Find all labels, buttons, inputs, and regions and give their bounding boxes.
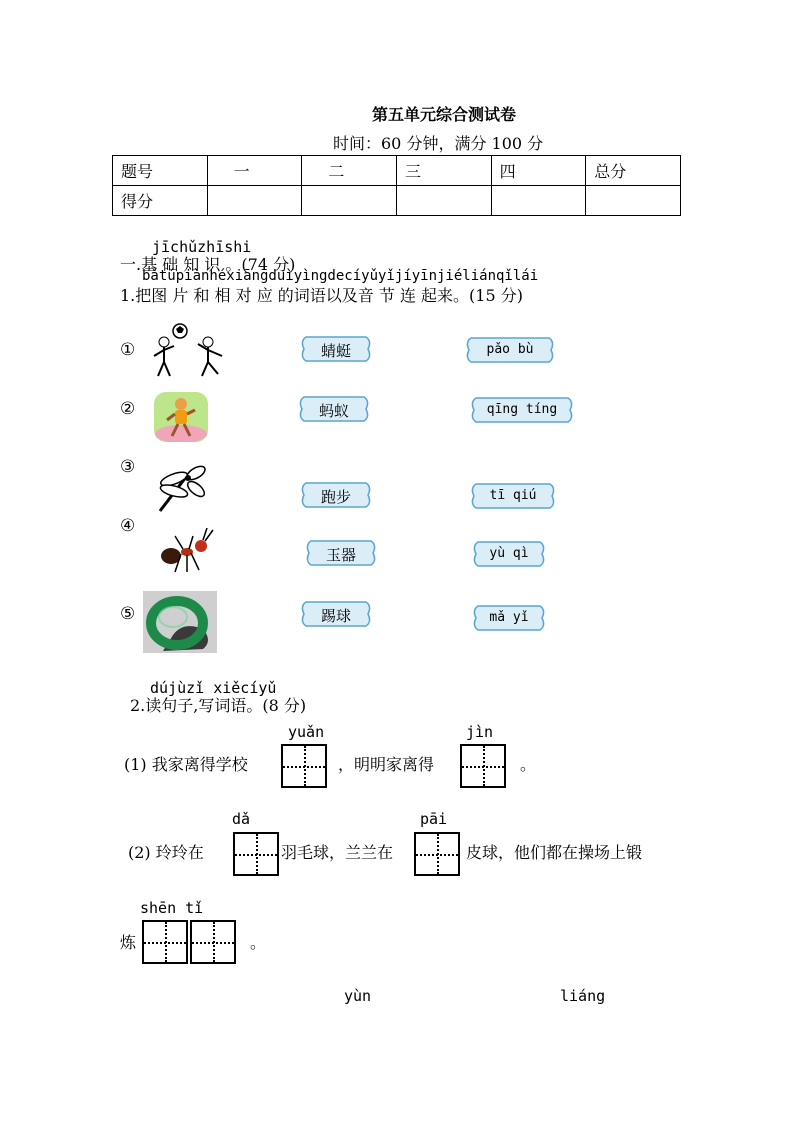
writing-grid[interactable] bbox=[414, 832, 460, 876]
pinyin-label: yù qì bbox=[489, 546, 529, 561]
pinyin-label: tī qiú bbox=[489, 488, 537, 503]
sentence-text: 。 bbox=[520, 755, 537, 774]
writing-grid[interactable] bbox=[190, 920, 236, 964]
writing-grid[interactable] bbox=[142, 920, 188, 964]
word-label: 玉器 bbox=[325, 546, 356, 564]
sentence-text: 皮球，他们都在操场上锻 bbox=[466, 843, 643, 862]
score-table bbox=[112, 155, 681, 216]
word-label: 踢球 bbox=[320, 607, 351, 625]
dragonfly-icon bbox=[152, 465, 208, 513]
kids-playing-ball-icon bbox=[150, 320, 230, 378]
pinyin-hint: jìn bbox=[466, 723, 494, 741]
table-cell: 三 bbox=[396, 156, 491, 186]
writing-grid[interactable] bbox=[460, 744, 506, 788]
child-running-icon bbox=[154, 392, 208, 442]
pinyin-card[interactable] bbox=[470, 396, 574, 424]
score-input-cell[interactable] bbox=[491, 186, 586, 216]
sentence-text: 炼 bbox=[120, 933, 137, 952]
word-card[interactable] bbox=[300, 481, 372, 509]
pinyin-hint: liáng bbox=[560, 987, 606, 1005]
item-number: ④ bbox=[120, 516, 136, 536]
pinyin-hint: yùn bbox=[344, 987, 372, 1005]
item-number: ② bbox=[120, 399, 136, 419]
word-label: 蚂蚁 bbox=[318, 402, 349, 420]
table-cell: 总分 bbox=[586, 156, 681, 186]
score-input-cell[interactable] bbox=[207, 186, 302, 216]
table-cell: 题号 bbox=[113, 156, 208, 186]
sentence-text: 。 bbox=[250, 933, 267, 952]
question-title: 2.读句子,写词语。(8 分) bbox=[130, 696, 307, 715]
page-title: 第五单元综合测试卷 bbox=[372, 105, 517, 124]
ant-icon bbox=[157, 528, 215, 574]
question-pinyin: bǎtúpiànhéxiāngduìyìngdecíyǔyǐjíyīnjiéliánqǐlái bbox=[142, 268, 539, 284]
pinyin-label: mǎ yǐ bbox=[489, 610, 529, 625]
pinyin-hint: yuǎn bbox=[288, 723, 325, 741]
writing-grid[interactable] bbox=[233, 832, 279, 876]
word-label: 跑步 bbox=[320, 488, 351, 506]
pinyin-card[interactable] bbox=[470, 482, 556, 510]
word-card[interactable] bbox=[305, 539, 377, 567]
pinyin-hint: pāi bbox=[420, 810, 448, 828]
score-input-cell[interactable] bbox=[302, 186, 397, 216]
pinyin-card[interactable] bbox=[472, 604, 546, 632]
word-label: 蜻蜓 bbox=[320, 342, 351, 360]
question-pinyin: dújùzǐ xiěcíyǔ bbox=[150, 679, 277, 697]
word-card[interactable] bbox=[300, 600, 372, 628]
word-card[interactable] bbox=[300, 335, 372, 363]
score-input-cell[interactable] bbox=[586, 186, 681, 216]
pinyin-label: qīng tíng bbox=[486, 402, 558, 417]
section-title: 一.基 础 知 识 。(74 分) bbox=[120, 255, 296, 274]
sentence-text: (1) 我家离得学校 bbox=[124, 755, 248, 774]
jade-bracelet-icon bbox=[143, 591, 217, 653]
pinyin-hint: dǎ bbox=[232, 810, 251, 828]
pinyin-card[interactable] bbox=[472, 540, 546, 568]
page-subtitle: 时间：60 分钟，满分 100 分 bbox=[333, 134, 544, 153]
question-title: 1.把图 片 和 相 对 应 的词语以及音 节 连 起来。(15 分) bbox=[120, 286, 523, 305]
sentence-text: (2) 玲玲在 bbox=[128, 843, 204, 862]
sentence-text: ，明明家离得 bbox=[338, 755, 435, 774]
sentence-text: 羽毛球，兰兰在 bbox=[281, 843, 394, 862]
table-cell: 二 bbox=[302, 156, 397, 186]
score-input-cell[interactable] bbox=[396, 186, 491, 216]
table-cell: 得分 bbox=[113, 186, 208, 216]
word-card[interactable] bbox=[298, 395, 370, 423]
table-row bbox=[113, 186, 681, 216]
table-cell: 四 bbox=[491, 156, 586, 186]
pinyin-hint: shēn tǐ bbox=[140, 899, 204, 917]
table-row bbox=[113, 156, 681, 186]
pinyin-card[interactable] bbox=[465, 336, 555, 364]
table-cell: 一 bbox=[207, 156, 302, 186]
section-pinyin: jīchǔzhīshi bbox=[152, 238, 252, 256]
writing-grid[interactable] bbox=[281, 744, 327, 788]
item-number: ③ bbox=[120, 457, 136, 477]
item-number: ① bbox=[120, 340, 136, 360]
pinyin-label: pǎo bù bbox=[486, 342, 534, 357]
item-number: ⑤ bbox=[120, 604, 136, 624]
